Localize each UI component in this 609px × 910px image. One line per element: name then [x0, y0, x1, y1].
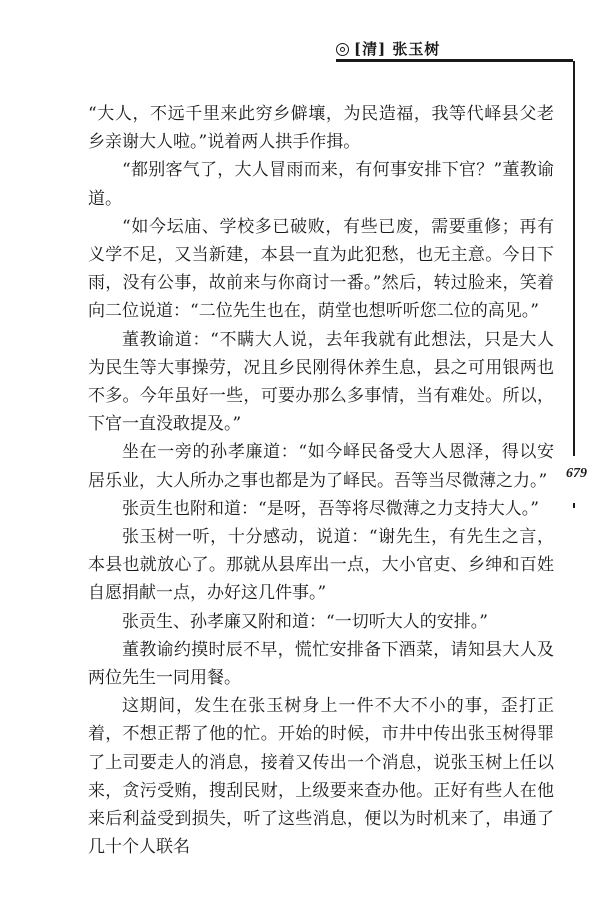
paragraph: 张玉树一听，十分感动，说道：“谢先生，有先生之言，本县也就放心了。那就从县库出一点，大小官吏、乡绅和百姓自愿捐献一点，办好这几件事。”	[88, 527, 554, 604]
paragraph: 张贡生、孙孝廉又附和道：“一切听大人的安排。”	[122, 611, 488, 632]
paragraph: “都别客气了，大人冒雨而来，有何事安排下官？”董教谕道。	[88, 160, 554, 209]
paragraph: 这期间，发生在张玉树身上一件不大不小的事，歪打正着，不想正帮了他的忙。开始的时候，市井中传出张玉树得罪了上司要走人的消息，接着又传出一个消息，说张玉树上任以来，贪污受贿，搜刮民财，上级要来查办他。正好有些人在他来后利益受到损失，听了这些消息，便以为时机来了，串通了几十个人联名	[88, 696, 554, 858]
body-text	[88, 100, 554, 861]
paragraph: “大人，不远千里来此穷乡僻壤，为民造福，我等代峄县父老乡亲谢大人啦。”说着两人拱手作揖。	[88, 104, 554, 153]
paragraph: 张贡生也附和道：“是呀，吾等将尽微薄之力支持大人。”	[122, 498, 539, 519]
margin-rule	[573, 61, 575, 456]
paragraph: 董教谕道：“不瞒大人说，去年我就有此想法，只是大人为民生等大事操劳，况且乡民刚得休养生息，县之可用银两也不多。今年虽好一些，可要办那么多事情，当有难处。所以，下官一直没敢提及。”	[88, 329, 554, 435]
page-number: 679	[566, 466, 587, 481]
running-header-title: [清] 张玉树	[354, 40, 441, 58]
double-circle-icon	[336, 43, 349, 56]
header-rule	[336, 59, 573, 62]
running-header	[336, 38, 440, 59]
paragraph: “如今坛庙、学校多已破败，有些已废，需要重修；再有义学不足，又当新建，本县一直为此犯愁，也无主意。今日下雨，没有公事，故前来与你商讨一番。”然后，转过脸来，笑着向二位说道：“二位先生也在，荫堂也想听听您二位的高见。”	[88, 216, 554, 322]
paragraph: 坐在一旁的孙孝廉道：“如今峄民备受大人恩泽，得以安居乐业，大人所办之事也都是为了峄民。吾等当尽微薄之力。”	[88, 442, 554, 491]
margin-rule-stub	[573, 503, 575, 508]
paragraph: 董教谕约摸时辰不早，慌忙安排备下酒菜，请知县大人及两位先生一同用餐。	[88, 639, 554, 689]
